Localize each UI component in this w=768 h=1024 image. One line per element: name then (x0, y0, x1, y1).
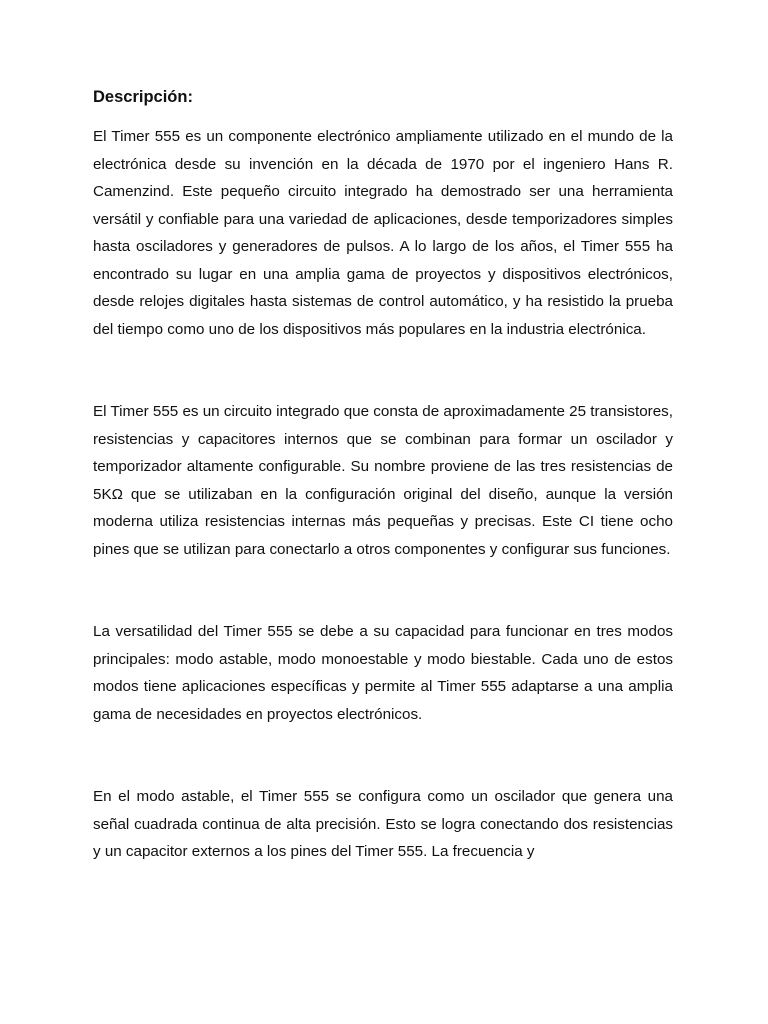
paragraph-modes: La versatilidad del Timer 555 se debe a su capacidad para funcionar en tres modos principales: modo astable, modo monoestable y modo biestable. Cada uno de estos modos tiene aplicaciones específicas y permite al Timer 555 adaptarse a una amplia gama de necesidades en proyectos electrónicos. (93, 623, 673, 723)
section-heading: Descripción: (93, 88, 193, 106)
paragraph-structure: El Timer 555 es un circuito integrado que consta de aproximadamente 25 transistores, resistencias y capacitores internos que se combinan para formar un oscilador y temporizador altamente configurable. Su nombre proviene de las tres resistencias de 5KΩ que se utilizaban en la configuración original del diseño, aunque la versión moderna utiliza resistencias internas más pequeñas y precisas. Este CI tiene ocho pines que se utilizan para conectarlo a otros componentes y configurar sus funciones. (93, 403, 673, 558)
paragraph-intro: El Timer 555 es un componente electrónico ampliamente utilizado en el mundo de la electrónica desde su invención en la década de 1970 por el ingeniero Hans R. Camenzind. Este pequeño circuito integrado ha demostrado ser una herramienta versátil y confiable para una variedad de aplicaciones, desde temporizadores simples hasta osciladores y generadores de pulsos. A lo largo de los años, el Timer 555 ha encontrado su lugar en una amplia gama de proyectos y dispositivos electrónicos, desde relojes digitales hasta sistemas de control automático, y ha resistido la prueba del tiempo como uno de los dispositivos más populares en la industria electrónica. (93, 128, 673, 338)
paragraph-spacer (93, 728, 673, 783)
paragraph-astable: En el modo astable, el Timer 555 se configura como un oscilador que genera una señal cuadrada continua de alta precisión. Esto se logra conectando dos resistencias y un capacitor externos a los pines del Timer 555. La frecuencia y (93, 788, 673, 860)
paragraph-spacer (93, 343, 673, 398)
paragraph-spacer (93, 563, 673, 618)
document-body (93, 86, 673, 866)
